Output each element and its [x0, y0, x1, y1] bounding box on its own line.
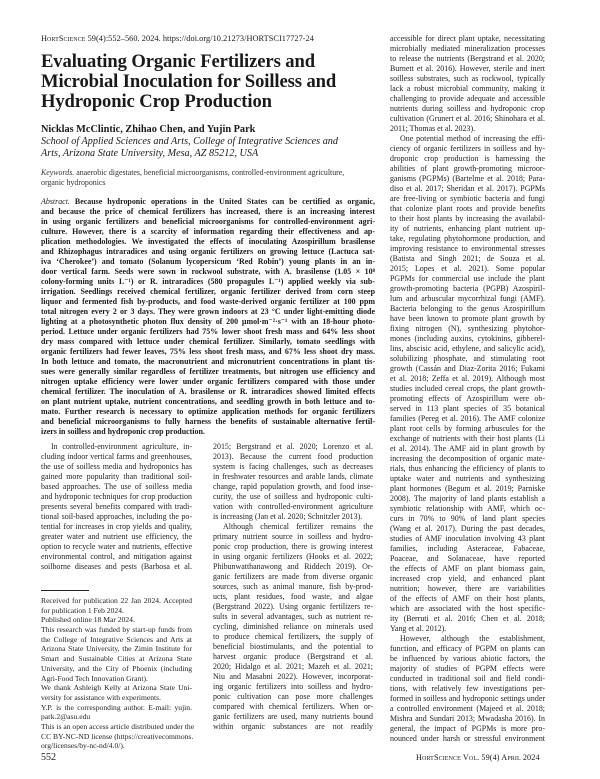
body-text-line: PGPMs for commercial use include the plant: [390, 274, 545, 283]
body-text-line: uptake water and nutrients and synthesizing: [390, 474, 545, 483]
body-text-line: et al. 2014). The AMF aid in plant growth by: [390, 444, 545, 453]
body-text-line: in freshwater resources and arable lands, climate: [213, 472, 373, 481]
body-text-line: within organic substances are not readily: [213, 722, 373, 731]
body-text-line: system is facing challenges, such as decreases: [213, 462, 373, 471]
abstract-line: [41, 197, 375, 207]
footnote-rule: [41, 590, 89, 591]
body-text-line: tential for increases in crop yields and quality,: [41, 522, 192, 531]
body-text-line: ganisms (PGPMs) (Bartelme et al. 2018; Para-: [390, 174, 545, 183]
footnote-line: University, and the City of Phoenix (including: [41, 663, 192, 673]
abstract-line: colony-forming units L⁻¹) or R. intraradices (580 propagules L⁻¹) applied weekly via sub-: [41, 277, 375, 286]
body-text-line: compared with chemical fertilizers. When or-: [213, 702, 373, 711]
body-text-line: growth (Cassán and Diaz-Zorita 2016; Fukami: [390, 364, 545, 373]
abstract-line: and Rhizophagus intraradices and using organic fertilizers on growing lettuce (Lactuca sat-: [41, 247, 375, 256]
body-text-line: accessible for direct plant uptake, necessitating: [390, 34, 545, 43]
abstract-line: chemical fertilizer. The inoculation of A. brasilense or R. intraradices showed limited effects: [41, 387, 375, 396]
page-footer: HortScience Vol. 59(4) April 2024: [416, 753, 540, 762]
body-text-line: primary nutrient source in soilless and hydro-: [213, 532, 373, 541]
abstract-line: in using organic fertilizers and beneficial microorganisms for controlled-environment agri-: [41, 217, 375, 226]
body-text-line: are free-living or symbiotic bacteria and fungi: [390, 194, 545, 203]
body-text-line: studies included cereal crops, the plant growth-: [390, 384, 545, 393]
abstract-line: iva ‘Cherokee’) and tomato (Solanum lycopersicum ‘Red Robin’) young plants in an in-: [41, 257, 375, 266]
abstract-line: In both lettuce and tomato, the macronutrient and micronutrient concentrations in plant tis-: [41, 357, 375, 366]
body-text-line: harvest organic produce (Bergstrand et al.: [213, 652, 373, 661]
abstract-line: sues were generally similar regardless of fertilizer treatments, but nitrogen use efficiency and: [41, 367, 375, 376]
body-text-line: take, regulating phytohormone production, and: [390, 234, 545, 243]
body-text-line: increased crop yield, and enhanced plant: [390, 574, 545, 583]
footnote-line: We thank Ashleigh Kelly at Arizona State Uni-: [41, 683, 192, 693]
body-text-line: function, and efficacy of PGPM on plants can: [390, 644, 545, 653]
body-text-line: have been known to promote plant growth by: [390, 314, 545, 323]
abstract-line: total nitrogen every 2 or 3 days. They were grown indoors at 23 °C under light-emitting diode: [41, 307, 375, 316]
body-text-line: exchange of nutrients with their host plants (Li: [390, 434, 545, 443]
body-text-line: general, the impact of PGPMs is more pro-: [390, 724, 545, 733]
body-text-line: 2015; Bergstrand et al. 2020; Lorenzo et al.: [213, 442, 373, 451]
body-column-1: [41, 442, 192, 572]
abstract-line: organic fertilizers had fewer leaves, 75% less shoot fresh mass, and 67% less shoot dry mass.: [41, 347, 375, 356]
body-text-line: Bacteria belonging to the genus Azospirillum: [390, 304, 545, 313]
body-text-line: sources, such as animal manure, fish by-prod-: [213, 582, 373, 591]
body-text-line: lins, abscisic acid, ethylene, and salicylic acid),: [390, 344, 545, 353]
body-text-line: lack a robust microbial community, making it: [390, 84, 545, 93]
page-number: 552: [41, 752, 56, 763]
authors: Nicklas McClintic, Zhihao Chen, and Yujin Park: [41, 124, 256, 135]
body-text-line: in using organic fertilizers (Hooks et al. 2022;: [213, 552, 373, 561]
body-text-line: a controlled environment (Majeed et al. 2018;: [390, 704, 545, 713]
footnote-line: Smart and Sustainable Cities at Arizona State: [41, 654, 192, 664]
body-text-line: fixing nitrogen (N), synthesizing phytohor-: [390, 324, 545, 333]
body-text-line: solubilizing phosphate, and stimulating root: [390, 354, 545, 363]
body-text-line: the effects of AMF on plant biomass gain,: [390, 564, 545, 573]
abstract-line: lighting at a photosynthetic photon flux density of 200 µmol·m⁻²·s⁻¹ with an 18-hour photo-: [41, 317, 375, 326]
body-text-line: the use of soilless media and hydroponics has: [41, 462, 192, 471]
footnote-line: Arizona State University, the Zimin Institute for: [41, 644, 192, 654]
body-text-line: to produce chemical fertilizers, the supply of: [213, 632, 373, 641]
body-text-line: One potential method of increasing the effi-: [400, 134, 545, 143]
body-text-line: curs in 70% to 90% of land plant species: [390, 514, 545, 523]
footnote-line: Published online 18 Mar 2024.: [41, 615, 135, 625]
body-text-line: ity of nutrients, enhancing plant nutrient up-: [390, 224, 545, 233]
body-text-line: plant hormones (Begum et al. 2019; Parniske: [390, 484, 545, 493]
affiliation-line: Arts, Arizona State University, Mesa, AZ 85212, USA: [41, 147, 259, 159]
body-text-line: 2015; Lopes et al. 2021). Some popular: [390, 264, 545, 273]
abstract-line: and because the price of chemical fertilizers has increased, there is an increasing interest: [41, 207, 375, 216]
body-text-line: increasing the decomposition of organic mate-: [390, 454, 545, 463]
abstract-line: culture. However, there is a scarcity of information regarding their effectiveness and ap-: [41, 227, 375, 236]
body-text-line: (Bergstrand 2022). Using organic fertilizers re-: [213, 602, 373, 611]
body-text-line: However, although the establishment,: [400, 634, 545, 643]
article-title: [41, 52, 336, 112]
abstract-line: and beneficial microorganisms to fully harness the benefits of sustainable alternative fertil-: [41, 417, 375, 426]
body-text-line: formed in soilless and hydroponic settings under: [390, 694, 545, 703]
body-text-line: growth-promoting bacteria (PGPB) Azospiril-: [390, 284, 545, 293]
abstract: [41, 197, 375, 437]
body-text-line: families (Pereg et al. 2016). The AMF colonize: [390, 414, 545, 423]
body-text-line: is increasing (Jan et al. 2020; Schnitzler 2013).: [213, 512, 363, 521]
body-text-line: tional soil-based approaches, including the po-: [41, 512, 192, 521]
abstract-line: dry mass compared with lettuce under chemical fertilizer. Similarly, tomato seedlings with: [41, 337, 375, 346]
body-text-line: ucts, plant residues, food waste, and algae: [213, 592, 373, 601]
abstract-line: plication methodologies. We investigated the effects of inoculating Azospirillum brasilense: [41, 237, 375, 246]
body-text-line: diso et al. 2017; Sheridan et al. 2017). PGPMs: [390, 184, 545, 193]
body-text-line: nutrition; however, there are variabilities: [390, 584, 545, 593]
body-text-line: Yang et al. 2012).: [390, 624, 447, 633]
body-text-line: 2008). The majority of land plants establish a: [390, 494, 545, 503]
body-text-line: Niu and Masabni 2022). However, incorporat-: [213, 672, 373, 681]
body-column-2: [213, 442, 373, 732]
body-text-line: be influenced by various abiotic factors, the: [390, 654, 545, 663]
footnote-line: Y.P. is the corresponding author. E-mail: yujin.: [41, 702, 192, 712]
body-text-line: promoting effects of Azospirillum were ob-: [390, 394, 545, 403]
body-text-line: ganic fertilizers are used, many nutrients bound: [213, 712, 373, 721]
footnote-line: CC BY-NC-ND license (https://creativecommons.: [41, 731, 194, 741]
abstract-line: irrigation. Seedlings received chemical fertilizer, organic fertilizer derived from corn steep: [41, 287, 375, 296]
body-text-line: presents several benefits compared with tradi-: [41, 502, 192, 511]
footnote-line: park.2@asu.edu: [41, 712, 91, 722]
body-text-line: majority of studies of PGPM effects were: [390, 664, 545, 673]
abstract-text: Because hydroponic operations in the United States can be certified as organic,: [69, 197, 375, 206]
footnote-line: for publication 1 Feb 2024.: [41, 605, 124, 615]
title-line: Hydroponic Crop Production: [41, 91, 272, 112]
abstract-line: izers in soilless and hydroponic crop production.: [41, 427, 205, 436]
body-text-line: microbially mediated mineralization processes: [390, 44, 545, 53]
title-line: Microbial Inoculation for Soilless and: [41, 71, 337, 92]
body-text-line: plant root cells by forming arbuscules for the: [390, 424, 545, 433]
body-text-line: ganic fertilizers are made from diverse organic: [213, 572, 373, 581]
body-text-line: studies of AMF inoculation involving 43 plant: [390, 534, 545, 543]
footnote-line: the College of Integrative Sciences and Arts at: [41, 634, 192, 644]
abstract-line: on plant nutrient uptake, nutrient concentrations, and seedling growth in both lettuce and to-: [41, 397, 375, 406]
body-text-line: abilities of plant growth-promoting microor-: [390, 164, 545, 173]
keywords-label: Keywords.: [41, 168, 75, 177]
footnotes: [41, 596, 195, 751]
keywords-text: anaerobic digestates, beneficial microorganisms, controlled-environment agriculture,: [74, 168, 345, 177]
body-text-line: nutrients during soilless and hydroponic crop: [390, 104, 545, 113]
footnote-line: versity for assistance with experiments.: [41, 692, 161, 702]
body-text-line: Burnett et al. 2016). However, sterile and inert: [390, 64, 545, 73]
body-text-line: ponic crop production, there is growing interest: [213, 542, 373, 551]
body-text-line: Phibunwatthanawong and Riddech 2019). Or-: [213, 562, 373, 571]
body-text-line: challenging to provide adequate and accessible: [390, 94, 545, 103]
body-text-line: environmental control, and mitigation against: [41, 552, 192, 561]
body-text-line: rials, thus enhancing the efficiency of plants to: [390, 464, 545, 473]
body-text-line: et al. 2018; Zeffa et al. 2019). Although most: [390, 374, 545, 383]
body-text-line: ity (Berruti et al. 2016; Chen et al. 2018;: [390, 614, 545, 623]
affiliation: [41, 136, 338, 159]
body-text-line: that colonize plant roots and provide benefits: [390, 204, 545, 213]
body-text-line: served in 113 plant species of 35 botanical: [390, 404, 545, 413]
journal-name: HortScience: [41, 34, 86, 43]
body-text-line: mones (including auxins, cytokinins, gibberel-: [390, 334, 545, 343]
body-text-line: option to recycle water and nutrients, effective: [41, 542, 192, 551]
footnote-line: Received for publication 22 Jan 2024. Accepted: [41, 596, 192, 605]
body-text-line: gained more popularity than traditional soil-: [41, 472, 192, 481]
body-text-line: (Batista and Singh 2021; de Souza et al.: [390, 254, 545, 263]
abstract-line: period. Lettuce under organic fertilizers had 75% lower shoot fresh mass and 64% less shoot: [41, 327, 375, 336]
body-text-line: ing organic fertilizers into soilless and hydro-: [213, 682, 373, 691]
body-text-line: conducted in traditional soil and field condi-: [390, 674, 545, 683]
body-text-line: soilless substrates, such as rockwool, typically: [390, 74, 545, 83]
body-text-line: 2020; Hidalgo et al. 2021; Mazeh et al. 2021;: [213, 662, 373, 671]
body-text-line: change, rapid population growth, and food inse-: [213, 482, 373, 491]
body-text-line: which are associated with the host specific-: [390, 604, 545, 613]
body-text-line: symbiotic relationship with AMF, which oc-: [390, 504, 545, 513]
body-text-line: greater water and nutrient use efficiency, the: [41, 532, 192, 541]
body-text-line: based approaches. The use of soilless media: [41, 482, 192, 491]
body-text-line: Poaceae, and Solanaceae, have reported: [390, 554, 545, 563]
body-text-line: nounced under harsh or stressful environment: [390, 734, 545, 743]
body-text-line: sults in several advantages, such as nutrient re-: [213, 612, 373, 621]
title-line: Evaluating Organic Fertilizers and: [41, 51, 315, 72]
body-text-line: beneficial biostimulants, and the potential to: [213, 642, 373, 651]
keywords: [41, 168, 344, 188]
body-text-line: ciency of organic fertilizers in soilless and hy-: [390, 144, 545, 153]
body-text-line: vation with controlled-environment agriculture: [213, 502, 373, 511]
body-text-line: to release the nutrients (Bergstrand et al. 2020;: [390, 54, 545, 63]
abstract-line: door vertical farm. Seeds were sown in rockwool substrate, with A. brasilense (1.05 × 10⁸: [41, 267, 375, 276]
body-text-line: ponic cultivation can pose more challenges: [213, 692, 373, 701]
body-text-line: cluding indoor vertical farms and greenhouses,: [41, 452, 192, 461]
body-text-line: Although chemical fertilizer remains the: [223, 522, 373, 531]
footnote-line: This research was funded by start-up funds from: [41, 625, 192, 635]
body-text-line: lum and arbuscular mycorrhizal fungi (AMF).: [390, 294, 545, 303]
footnote-line: Agri-Food Tech Innovation Grant).: [41, 673, 148, 683]
body-text-line: Mishra and Sundari 2013; Mwadasha 2016). In: [390, 714, 545, 723]
body-text-line: tions, with relatively few investigations per-: [390, 684, 545, 693]
citation-doi: 59(4):552–560. 2024. https://doi.org/10.21273/HORTSCI17727-24: [85, 34, 315, 43]
body-text-line: In controlled-environment agriculture, in-: [51, 442, 192, 451]
affiliation-line: School of Applied Sciences and Arts, College of Integrative Sciences and: [41, 136, 338, 147]
body-text-line: to their host plants by increasing the availabil-: [390, 214, 545, 223]
running-head: [41, 34, 314, 43]
body-text-line: 2013). Because the current food production: [213, 452, 373, 461]
footnote-line: org/licenses/by-nc-nd/4.0/).: [41, 741, 125, 751]
abstract-line: liquor and fermented fish by-products, and food waste-derived organic fertilizer at 100 ppm: [41, 297, 375, 306]
body-text-line: 2011; Thomas et al. 2023).: [390, 124, 476, 133]
body-text-line: (Wang et al. 2017). During the past decades,: [390, 524, 545, 533]
body-text-line: curity, the use of soilless and hydroponic culti-: [213, 492, 373, 501]
body-text-line: droponic crop production is harnessing the: [390, 154, 545, 163]
body-text-line: improving resistance to environmental stresses: [390, 244, 545, 253]
abstract-label: Abstract.: [41, 197, 70, 206]
keywords-text: organic hydroponics: [41, 178, 106, 187]
footnote-line: This is an open access article distributed under the: [41, 721, 195, 731]
body-text-line: and hydroponic techniques for crop production: [41, 492, 192, 501]
abstract-line: mato. Further research is necessary to optimize application methods for organic fertilizers: [41, 407, 375, 416]
body-text-line: cultivation (Grunert et al. 2016; Shinohara et al.: [390, 114, 545, 123]
abstract-line: nitrogen uptake efficiency were lower under organic fertilizers compared with those under: [41, 377, 375, 386]
body-column-3: [390, 34, 545, 744]
body-text-line: soilborne diseases and pests (Barbosa et al.: [41, 562, 192, 571]
body-text-line: cycling, diminished reliance on minerals used: [213, 622, 373, 631]
body-text-line: of the effects of AMF on their host plants,: [390, 594, 545, 603]
body-text-line: families, including Asteraceae, Fabaceae,: [390, 544, 545, 553]
